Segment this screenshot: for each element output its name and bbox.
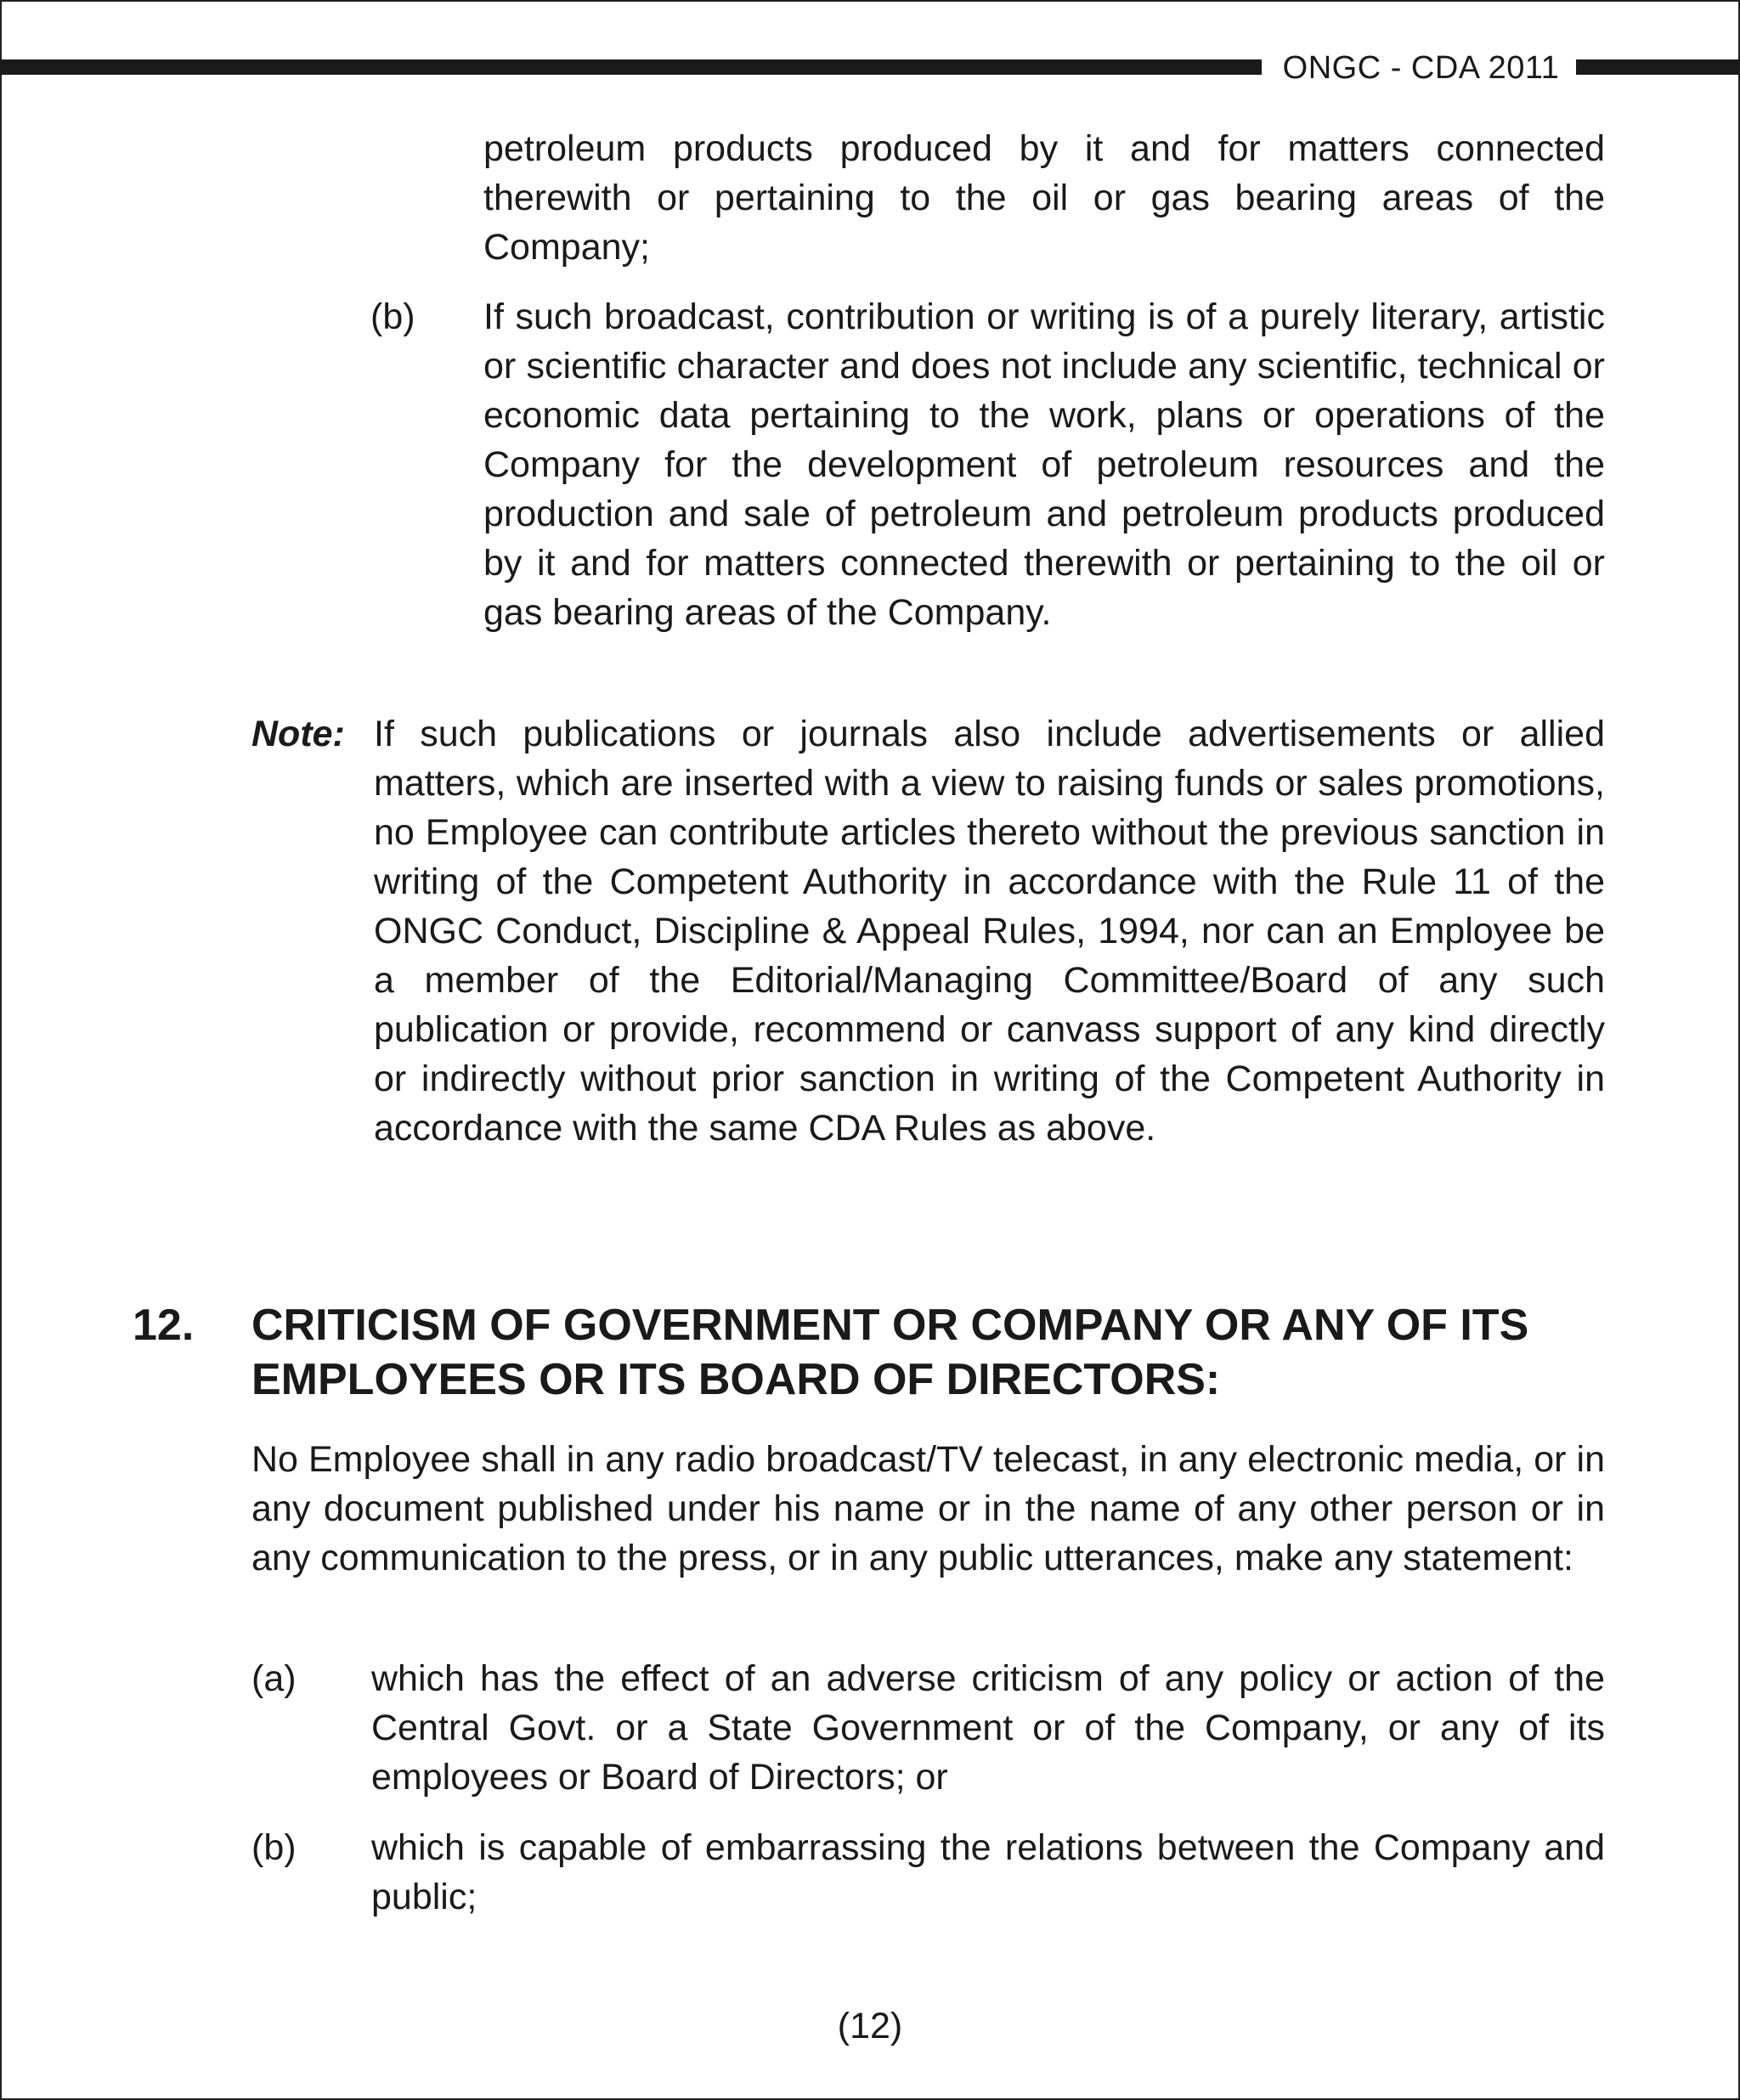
item-b2-label: (b) [251,1827,297,1868]
page-number: (12) [837,2006,903,2046]
header-rule-right [1576,59,1740,75]
item-a-text: which has the effect of an adverse criticism of any policy or action of the Central Govt. or a State Government or of the Company, or any of its employees or Board of Directors; or [371,1658,1605,1798]
section-heading-line-2: EMPLOYEES OR ITS BOARD OF DIRECTORS: [251,1355,1221,1404]
header-title: ONGC - CDA 2011 [1282,50,1560,86]
note-text: If such publications or journals also include advertisements or allied matters, which are inserted with a view to raising funds or sales promotions, no Employee can contribute articles thereto without the previous sanction in writing of the Competent Authority in accordance with the Rule 11 of the ONGC Conduct, Discipline & Appeal Rules, 1994, nor can an Employee be a member of the Editorial/Managing Committee/Board of any such publication or provide, recommend or canvass support of any kind directly or indirectly without prior sanction in writing of the Competent Authority in accordance with the same CDA Rules as above. [374,714,1605,1149]
section-heading-line-1: CRITICISM OF GOVERNMENT OR COMPANY OR ANY OF ITS [251,1301,1529,1350]
section-number: 12. [133,1301,195,1350]
header-rule-left [0,59,1262,75]
item-b2-text: which is capable of embarrassing the relations between the Company and public; [371,1827,1605,1917]
note-label: Note: [251,714,345,754]
section-intro: No Employee shall in any radio broadcast/TV telecast, in any electronic media, or in any document published under his name or in the name of any other person or in any communication to the press, or in any public utterances, make any statement: [251,1439,1605,1578]
item-b-label: (b) [370,296,415,337]
item-b-text: If such broadcast, contribution or writing is of a purely literary, artistic or scientific character and does not include any scientific, technical or economic data pertaining to the work, plans or operations of the Company for the development of petroleum resources and the production and sale of petroleum and petroleum products produced by it and for matters connected therewith or pertaining to the oil or gas bearing areas of the Company. [483,296,1605,633]
continued-item-text: petroleum products produced by it and for matters connected therewith or pertaining to the oil or gas bearing areas of the Company; [483,128,1605,268]
item-a-label: (a) [251,1658,297,1699]
